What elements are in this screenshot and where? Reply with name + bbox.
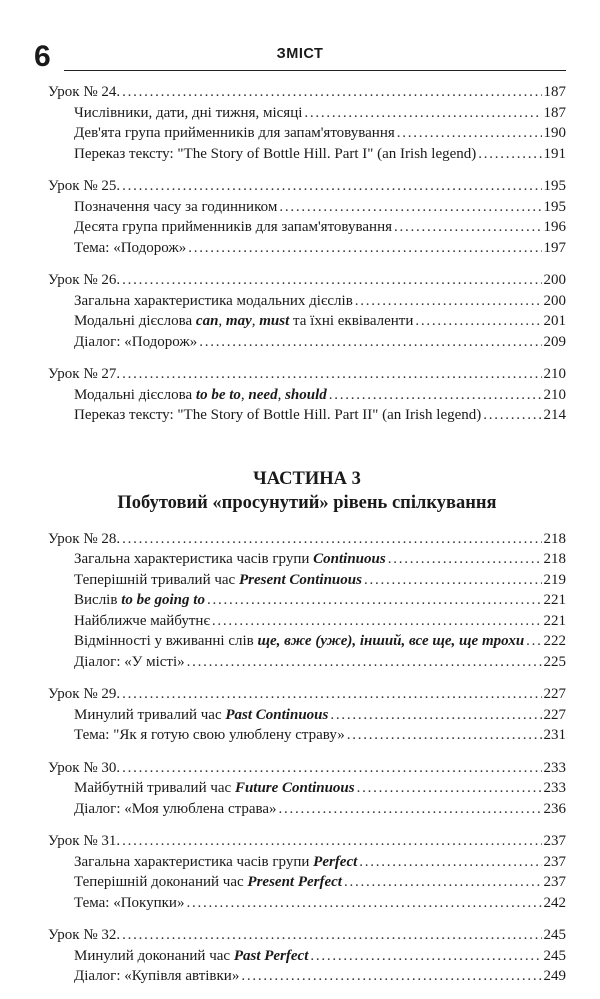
toc-lesson-entry[interactable]: [48, 684, 566, 705]
page-ref: 191: [543, 145, 566, 162]
dot-leader: [394, 217, 542, 238]
page-ref: 245: [543, 947, 566, 964]
emphasized-term: must: [259, 313, 290, 329]
title-text: Загальна характеристика модальних дієслів: [74, 292, 353, 309]
dot-leader: [186, 893, 541, 914]
page-ref: 227: [543, 706, 566, 723]
toc-entry[interactable]: [48, 611, 566, 632]
entry-title: [74, 590, 205, 611]
dot-leader: [122, 176, 541, 197]
toc-group-1: [48, 82, 566, 426]
page-ref: 245: [543, 927, 566, 943]
toc-lesson-entry[interactable]: [48, 176, 566, 197]
entry-title: [74, 570, 362, 591]
lesson-block: [48, 364, 566, 426]
page-ref: 195: [543, 178, 566, 194]
title-text: ,: [277, 386, 286, 403]
toc-lesson-entry[interactable]: [48, 925, 566, 946]
toc-entry[interactable]: [48, 893, 566, 914]
lesson-block: [48, 684, 566, 746]
lesson-block: [48, 925, 566, 987]
dot-leader: [483, 405, 541, 426]
lesson-block: [48, 529, 566, 673]
toc-group-2: [48, 529, 566, 987]
lesson-label: Урок № 31.: [48, 833, 121, 849]
lesson-block: [48, 82, 566, 164]
entry-title: [74, 385, 327, 406]
lesson-label: Урок № 28.: [48, 530, 121, 547]
entry-title: [74, 217, 392, 238]
emphasized-term: may: [225, 313, 252, 329]
part-title: ЧАСТИНА 3: [253, 468, 361, 489]
toc-lesson-entry[interactable]: [48, 758, 566, 779]
title-text: Діалог: «Купівля автівки»: [74, 968, 240, 984]
dot-leader: [388, 549, 542, 570]
entry-title: [74, 852, 357, 873]
title-text: Числівники, дати, дні тижня, місяці: [74, 104, 303, 121]
page-ref: 237: [543, 874, 566, 890]
dot-leader: [330, 705, 541, 726]
emphasized-term: ще, вже (уже), інший, все ще, ще трохи: [257, 633, 525, 649]
emphasized-term: should: [285, 386, 327, 403]
title-text: Загальна характеристика часів групи: [74, 551, 314, 567]
toc-entry[interactable]: [48, 652, 566, 673]
dot-leader: [122, 925, 541, 946]
title-text: Дев'ята група прийменників для запам'ятовування: [74, 125, 395, 141]
page-ref: 195: [543, 198, 566, 215]
toc-lesson-entry[interactable]: [48, 831, 566, 852]
lesson-label: Урок № 29.: [48, 686, 121, 702]
dot-leader: [241, 966, 541, 987]
header-rule: [64, 70, 566, 71]
dot-leader: [187, 652, 542, 673]
lesson-block: [48, 758, 566, 820]
title-text: Переказ тексту: "The Story of Bottle Hill. Part II" (an Irish legend): [74, 407, 482, 423]
dot-leader: [122, 684, 541, 705]
entry-title: [74, 778, 355, 799]
dot-leader: [122, 364, 541, 385]
dot-leader: [279, 799, 542, 820]
entry-title: [74, 611, 210, 632]
toc-entry[interactable]: [48, 238, 566, 259]
entry-title: [74, 631, 524, 652]
toc-entry[interactable]: [48, 103, 566, 124]
entry-title: [74, 311, 413, 332]
entry-title: [74, 652, 185, 673]
title-text: Тема: "Як я готую свою улюблену страву»: [74, 727, 345, 743]
entry-title: [74, 799, 277, 820]
page-ref: 219: [543, 571, 566, 588]
page-ref: 225: [543, 653, 566, 670]
dot-leader: [397, 123, 542, 144]
page-number: 6: [34, 40, 51, 73]
dot-leader: [347, 725, 542, 746]
page-ref: 222: [543, 633, 566, 649]
dot-leader: [122, 529, 541, 550]
lesson-label: Урок № 32.: [48, 927, 121, 943]
emphasized-term: Perfect: [313, 853, 358, 870]
title-text: Вислів: [74, 592, 122, 608]
entry-title: [74, 549, 386, 570]
title-text: Модальні дієслова: [74, 313, 196, 329]
toc-entry[interactable]: [48, 197, 566, 218]
entry-title: [74, 725, 345, 746]
dot-leader: [122, 82, 541, 103]
toc-entry[interactable]: [48, 705, 566, 726]
page-ref: 236: [543, 800, 566, 817]
dot-leader: [478, 144, 541, 165]
page-ref: 200: [543, 272, 566, 288]
emphasized-term: Present Perfect: [247, 874, 342, 890]
page-ref: 196: [543, 219, 566, 235]
emphasized-term: Present Continuous: [238, 571, 362, 588]
entry-title: [74, 103, 302, 124]
toc-lesson-entry[interactable]: [48, 364, 566, 385]
toc-entry[interactable]: [48, 570, 566, 591]
page-ref: 187: [543, 104, 566, 121]
toc-entry[interactable]: [48, 966, 566, 987]
entry-title: [74, 197, 277, 218]
emphasized-term: to be to: [195, 386, 241, 403]
toc-entry[interactable]: [48, 311, 566, 332]
entry-title: [74, 405, 481, 426]
page-ref: 190: [543, 125, 566, 141]
page-ref: 227: [543, 686, 566, 702]
page-ref: 237: [543, 853, 566, 870]
entry-title: [74, 332, 197, 353]
dot-leader: [359, 852, 541, 873]
page-ref: 221: [543, 612, 566, 629]
title-text: Тема: «Подорож»: [74, 239, 187, 256]
title-text: Переказ тексту: "The Story of Bottle Hill. Part I" (an Irish legend): [74, 145, 477, 162]
entry-title: [74, 705, 328, 726]
toc-entry[interactable]: [48, 291, 566, 312]
toc-entry[interactable]: [48, 385, 566, 406]
lesson-label: Урок № 30.: [48, 759, 121, 776]
page-ref: 218: [543, 551, 566, 567]
title-text: Діалог: «Моя улюблена страва»: [74, 800, 277, 817]
page-ref: 200: [543, 292, 566, 309]
page-ref: 210: [543, 386, 566, 403]
toc-entry[interactable]: [48, 217, 566, 238]
page-ref: 233: [543, 759, 566, 776]
toc-entry[interactable]: [48, 631, 566, 652]
emphasized-term: Continuous: [313, 551, 386, 567]
toc-entry[interactable]: [48, 332, 566, 353]
title-text: Діалог: «Подорож»: [74, 333, 198, 350]
dot-leader: [122, 758, 541, 779]
title-text: Позначення часу за годинником: [74, 198, 278, 215]
dot-leader: [122, 831, 541, 852]
title-text: Найближче майбутнє: [74, 612, 210, 629]
entry-title: [74, 144, 476, 165]
page-ref: 209: [543, 333, 566, 350]
toc-entry[interactable]: [48, 872, 566, 893]
toc-entry[interactable]: [48, 799, 566, 820]
emphasized-term: need: [248, 386, 278, 403]
toc-lesson-entry[interactable]: [48, 82, 566, 103]
entry-title: [74, 966, 239, 987]
toc-entry[interactable]: [48, 144, 566, 165]
page-ref: 231: [543, 727, 566, 743]
page-header: [34, 38, 566, 78]
part-subtitle: Побутовий «просунутий» рівень спілкування: [117, 492, 497, 513]
dot-leader: [122, 270, 541, 291]
entry-title: [74, 946, 308, 967]
entry-title: [74, 291, 353, 312]
page-ref: 197: [543, 239, 566, 256]
toc-lesson-entry[interactable]: [48, 529, 566, 550]
toc-entry[interactable]: [48, 946, 566, 967]
title-text: Модальні дієслова: [74, 386, 196, 403]
lesson-block: [48, 176, 566, 258]
table-of-contents: [48, 82, 566, 999]
page-ref: 210: [543, 366, 566, 382]
lesson-block: [48, 270, 566, 352]
dot-leader: [279, 197, 541, 218]
page-ref: 221: [543, 592, 566, 608]
part-heading: [48, 468, 566, 515]
page-ref: 249: [543, 968, 566, 984]
page-ref: 218: [543, 530, 566, 547]
dot-leader: [526, 631, 541, 652]
dot-leader: [207, 590, 542, 611]
page-ref: 237: [543, 833, 566, 849]
dot-leader: [415, 311, 541, 332]
emphasized-term: Past Perfect: [233, 947, 309, 964]
emphasized-term: Future Continuous: [234, 780, 355, 796]
title-text: Десята група прийменників для запам'ятовування: [74, 219, 392, 235]
lesson-label: Урок № 25.: [48, 178, 121, 194]
dot-leader: [188, 238, 541, 259]
dot-leader: [310, 946, 541, 967]
title-text: та їхні еквіваленти: [289, 313, 414, 329]
dot-leader: [355, 291, 542, 312]
title-text: Теперішній тривалий час: [74, 571, 239, 588]
toc-entry[interactable]: [48, 778, 566, 799]
title-text: ,: [218, 313, 226, 329]
emphasized-term: to be going to: [121, 592, 205, 608]
lesson-label: Урок № 27.: [48, 366, 121, 382]
page-ref: 214: [543, 407, 566, 423]
toc-entry[interactable]: [48, 725, 566, 746]
page-ref: 201: [543, 313, 566, 329]
entry-title: [74, 123, 395, 144]
toc-lesson-entry[interactable]: [48, 270, 566, 291]
toc-entry[interactable]: [48, 590, 566, 611]
page-ref: 242: [543, 894, 566, 911]
dot-leader: [199, 332, 541, 353]
toc-entry[interactable]: [48, 405, 566, 426]
dot-leader: [344, 872, 542, 893]
lesson-label: Урок № 24.: [48, 84, 121, 100]
dot-leader: [364, 570, 542, 591]
title-text: Тема: «Покупки»: [74, 894, 185, 911]
page-ref: 233: [543, 780, 566, 796]
dot-leader: [212, 611, 542, 632]
title-text: ,: [251, 313, 260, 329]
running-title: ЗМІСТ: [276, 46, 324, 62]
lesson-label: Урок № 26.: [48, 272, 121, 288]
entry-title: [74, 872, 342, 893]
toc-entry[interactable]: [48, 549, 566, 570]
entry-title: [74, 893, 184, 914]
dot-leader: [304, 103, 541, 124]
title-text: ,: [240, 386, 249, 403]
title-text: Загальна характеристика часів групи: [74, 853, 314, 870]
emphasized-term: Past Continuous: [225, 706, 329, 723]
toc-entry[interactable]: [48, 852, 566, 873]
page-ref: 187: [543, 84, 566, 100]
title-text: Відмінності у вживанні слів: [74, 633, 258, 649]
dot-leader: [329, 385, 542, 406]
dot-leader: [357, 778, 542, 799]
toc-entry[interactable]: [48, 123, 566, 144]
title-text: Майбутній тривалий час: [74, 780, 235, 796]
lesson-block: [48, 831, 566, 913]
emphasized-term: can: [195, 313, 219, 329]
title-text: Теперішній доконаний час: [74, 874, 248, 890]
title-text: Минулий тривалий час: [74, 706, 226, 723]
title-text: Минулий доконаний час: [74, 947, 234, 964]
title-text: Діалог: «У місті»: [74, 653, 185, 670]
entry-title: [74, 238, 186, 259]
